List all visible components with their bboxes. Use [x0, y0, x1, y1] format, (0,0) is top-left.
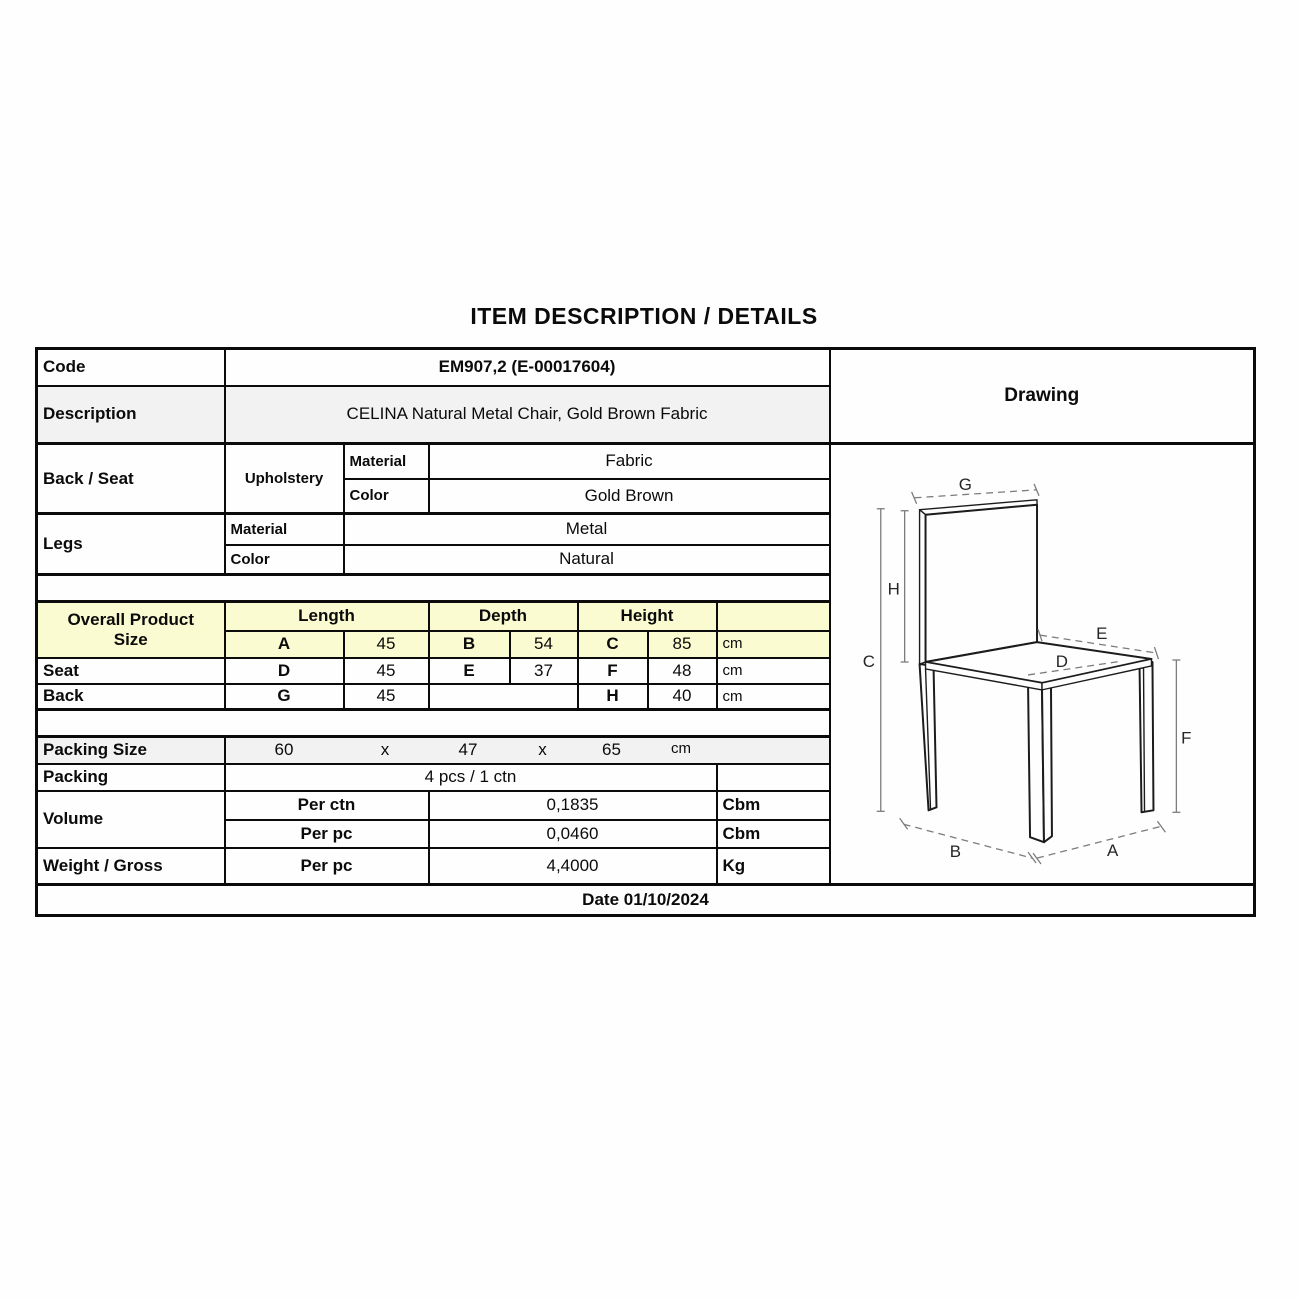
packing-unit-empty	[717, 764, 830, 791]
overall-depth-key: B	[429, 631, 510, 658]
packing-size-depth: 47	[458, 740, 478, 760]
weight-unit: Kg	[717, 848, 830, 885]
dim-label-h: H	[887, 579, 900, 599]
chair-front-leg-right-face	[1042, 682, 1052, 842]
weight-value: 4,4000	[429, 848, 717, 885]
volume-per-pc-unit: Cbm	[717, 820, 830, 848]
volume-per-pc-value: 0,0460	[429, 820, 717, 848]
description-label: Description	[37, 386, 225, 444]
dim-label-a: A	[1106, 841, 1118, 861]
chair-right-leg	[1139, 662, 1153, 812]
dim-label-e: E	[1095, 624, 1107, 644]
packing-size-values-row	[226, 740, 829, 760]
dim-label-c: C	[862, 651, 875, 671]
dim-tick	[899, 818, 907, 829]
legs-material-label: Material	[225, 514, 344, 545]
packing-size-unit: cm	[671, 740, 691, 758]
legs-color-label: Color	[225, 545, 344, 575]
volume-per-pc-label: Per pc	[225, 820, 429, 848]
dim-line-b	[903, 824, 1031, 858]
seat-length-key: D	[225, 658, 344, 684]
dim-label-b: B	[949, 842, 961, 862]
legs-label: Legs	[37, 514, 225, 575]
overall-height-key: C	[578, 631, 648, 658]
back-row-label: Back	[37, 684, 225, 710]
volume-per-ctn-label: Per ctn	[225, 791, 429, 820]
legs-material-value: Metal	[344, 514, 830, 545]
overall-size-label-line2: Size	[113, 629, 148, 649]
weight-label: Weight / Gross	[37, 848, 225, 885]
drawing-header: Drawing	[830, 349, 1255, 444]
upholstery-label: Upholstery	[225, 444, 344, 514]
code-label: Code	[37, 349, 225, 386]
chair-drawing	[831, 445, 1252, 883]
back-height-key: H	[578, 684, 648, 710]
spacer-row	[37, 710, 830, 737]
back-height-value: 40	[648, 684, 717, 710]
volume-per-ctn-value: 0,1835	[429, 791, 717, 820]
legs-color-value: Natural	[344, 545, 830, 575]
dim-line-g	[914, 490, 1036, 498]
overall-depth-value: 54	[510, 631, 578, 658]
dim-label-d: D	[1055, 651, 1068, 671]
size-col-height: Height	[578, 602, 717, 631]
seat-unit: cm	[717, 658, 830, 684]
seat-height-value: 48	[648, 658, 717, 684]
description-value: CELINA Natural Metal Chair, Gold Brown Fabric	[225, 386, 830, 444]
packing-size-height: 65	[602, 740, 621, 760]
back-seat-material-value: Fabric	[429, 444, 830, 479]
back-depth-empty	[429, 684, 578, 710]
seat-depth-key: E	[429, 658, 510, 684]
seat-row-label: Seat	[37, 658, 225, 684]
packing-size-empty	[716, 740, 826, 760]
overall-length-value: 45	[344, 631, 429, 658]
back-seat-color-label: Color	[344, 479, 429, 514]
back-seat-material-label: Material	[344, 444, 429, 479]
dim-tick	[1033, 853, 1041, 864]
size-col-depth: Depth	[429, 602, 578, 631]
packing-size-x2: x	[538, 740, 547, 760]
volume-label: Volume	[37, 791, 225, 848]
packing-value: 4 pcs / 1 ctn	[225, 764, 717, 791]
dim-label-g: G	[958, 474, 972, 494]
chair-backrest-panel	[925, 505, 1036, 662]
page-title: ITEM DESCRIPTION / DETAILS	[470, 303, 818, 329]
code-value: EM907,2 (E-00017604)	[225, 349, 830, 386]
size-col-length: Length	[225, 602, 429, 631]
packing-size-width: 60	[274, 740, 294, 760]
packing-size-label: Packing Size	[37, 737, 225, 764]
seat-length-value: 45	[344, 658, 429, 684]
overall-unit: cm	[717, 631, 830, 658]
date-row: Date 01/10/2024	[37, 885, 1255, 916]
overall-size-label	[37, 602, 225, 658]
weight-per-pc-label: Per pc	[225, 848, 429, 885]
seat-depth-value: 37	[510, 658, 578, 684]
back-seat-color-value: Gold Brown	[429, 479, 830, 514]
overall-height-value: 85	[648, 631, 717, 658]
dim-tick	[1028, 852, 1036, 863]
drawing-cell	[830, 444, 1255, 885]
back-unit: cm	[717, 684, 830, 710]
dim-line-a	[1037, 826, 1161, 861]
volume-per-ctn-unit: Cbm	[717, 791, 830, 820]
size-col-unit-header	[717, 602, 830, 631]
packing-size-x1: x	[380, 740, 390, 760]
overall-size-label-line1: Overall Product	[67, 610, 195, 630]
dim-label-f: F	[1180, 728, 1191, 748]
spacer-row	[37, 575, 830, 602]
back-length-key: G	[225, 684, 344, 710]
chair-right-leg-edge	[1143, 666, 1144, 811]
back-length-value: 45	[344, 684, 429, 710]
spec-table	[35, 347, 1256, 917]
overall-length-key: A	[225, 631, 344, 658]
packing-size-values	[225, 737, 830, 764]
dim-tick	[1154, 647, 1158, 659]
back-seat-label: Back / Seat	[37, 444, 225, 514]
seat-height-key: F	[578, 658, 648, 684]
packing-label: Packing	[37, 764, 225, 791]
